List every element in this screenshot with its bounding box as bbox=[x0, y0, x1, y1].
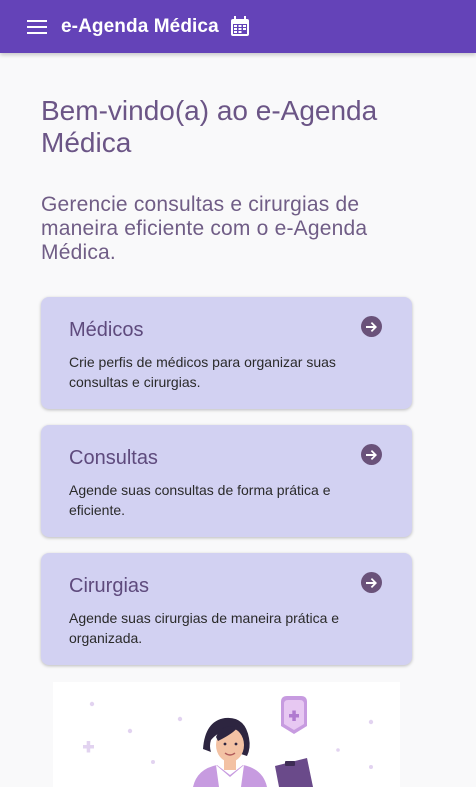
arrow-right-circle-icon[interactable] bbox=[361, 572, 382, 593]
page-subtitle: Gerencie consultas e cirurgias de maneira eficiente com o e-Agenda Médica. bbox=[41, 193, 368, 264]
arrow-right-circle-icon[interactable] bbox=[361, 316, 382, 337]
card-title: Médicos bbox=[69, 319, 144, 341]
menu-icon bbox=[27, 19, 47, 35]
card-consultas[interactable] bbox=[41, 425, 412, 537]
card-cirurgias[interactable] bbox=[41, 553, 412, 665]
card-title: Cirurgias bbox=[69, 575, 150, 597]
doctor-illustration bbox=[53, 682, 400, 787]
card-description: Agende suas consultas de forma prática e eficiente. bbox=[69, 482, 331, 518]
doctor-illustration-icon bbox=[53, 682, 400, 787]
top-app-bar bbox=[0, 0, 476, 53]
menu-button[interactable] bbox=[26, 16, 48, 38]
app-title[interactable]: e-Agenda Médica bbox=[61, 15, 219, 37]
card-description: Agende suas cirurgias de maneira prática e organizada. bbox=[69, 610, 340, 646]
card-medicos[interactable] bbox=[41, 297, 412, 409]
page-title: Bem-vindo(a) ao e-Agenda Médica bbox=[41, 95, 378, 158]
arrow-right-circle-icon[interactable] bbox=[361, 444, 382, 465]
calendar-icon bbox=[230, 16, 250, 37]
card-title: Consultas bbox=[69, 447, 158, 469]
card-description: Crie perfis de médicos para organizar suas consultas e cirurgias. bbox=[69, 354, 336, 390]
